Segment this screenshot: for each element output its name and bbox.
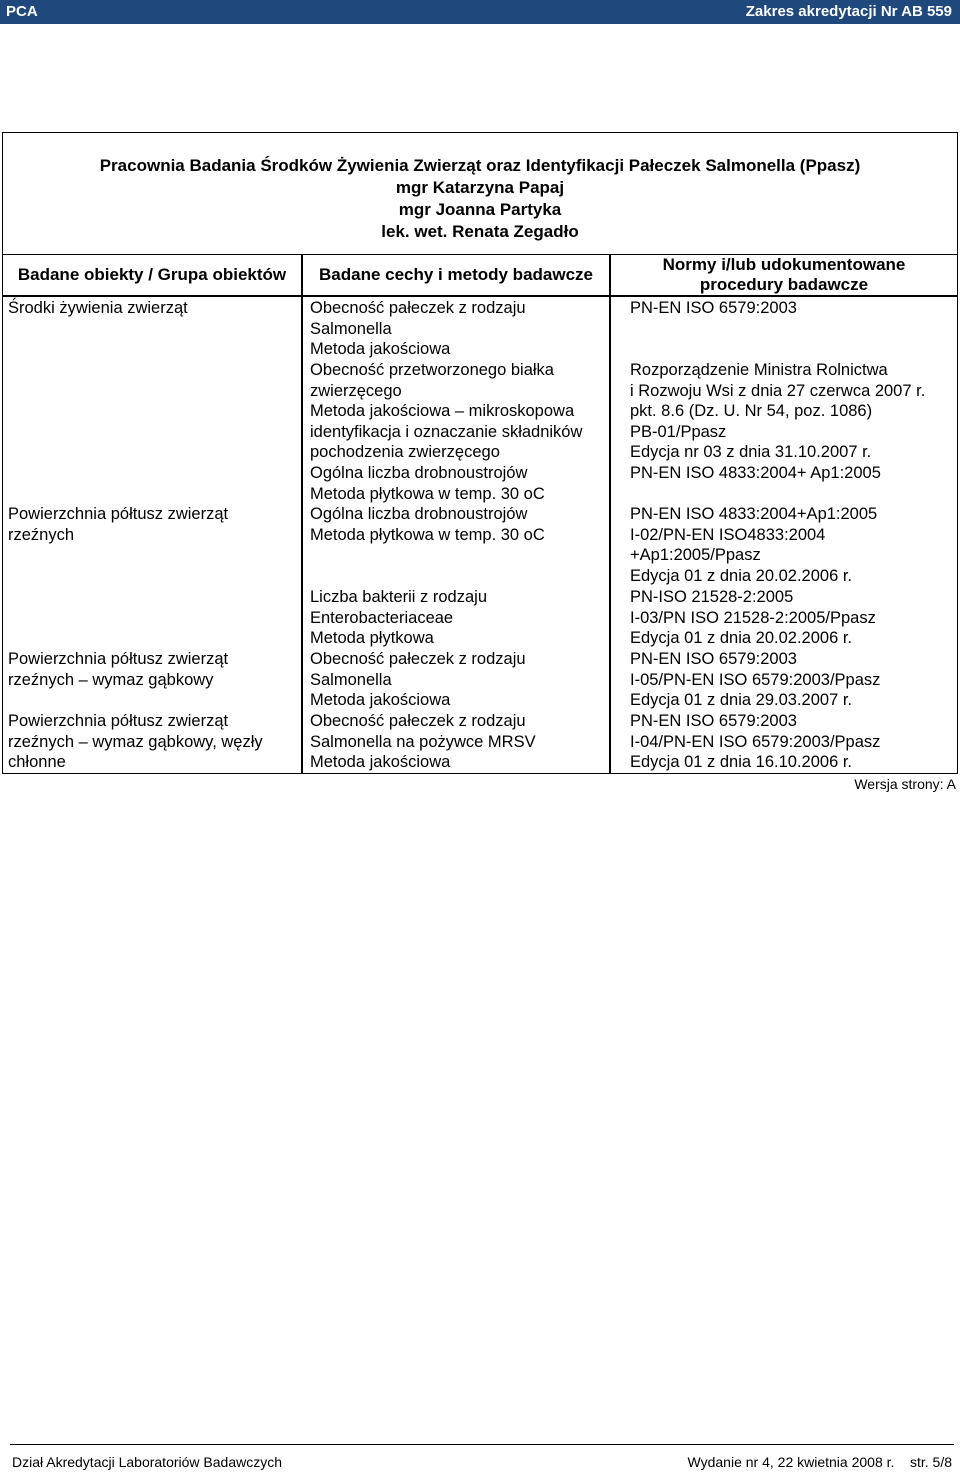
object-cell: Powierzchnia półtusz zwierząt rzeźnych bbox=[8, 505, 229, 544]
column-header-objects: Badane obiekty / Grupa obiektów bbox=[2, 254, 302, 296]
page-version: Wersja strony: A bbox=[854, 776, 956, 792]
feature-cell: Obecność pałeczek z rodzaju Salmonella Metoda jakościowa bbox=[310, 299, 526, 358]
feature-cell: Obecność pałeczek z rodzaju Salmonella Metoda jakościowa bbox=[310, 650, 526, 709]
feature-cell: Ogólna liczba drobnoustrojów Metoda płytkowa w temp. 30 oC bbox=[310, 505, 545, 544]
object-cell: Powierzchnia półtusz zwierząt rzeźnych – wymaz gąbkowy, węzły chłonne bbox=[8, 712, 263, 771]
norm-cell: PN-EN ISO 6579:2003 I-05/PN-EN ISO 6579:2003/Ppasz Edycja 01 z dnia 29.03.2007 r. bbox=[630, 650, 881, 709]
column-header-features: Badane cechy i metody badawcze bbox=[302, 254, 610, 296]
feature-cell: Obecność przetworzonego białka zwierzęcego Metoda jakościowa – mikroskopowa identyfikacja i oznaczanie składników pochodzenia zwierzęcego bbox=[310, 361, 583, 461]
title-line: mgr Katarzyna Papaj bbox=[395, 178, 565, 197]
header-org: PCA bbox=[6, 3, 38, 20]
column-header-norms: Normy i/lub udokumentowane procedury badawcze bbox=[610, 254, 958, 296]
header-bar bbox=[0, 0, 960, 24]
footer-divider bbox=[10, 1444, 954, 1445]
norm-cell: Rozporządzenie Ministra Rolnictwa i Rozwoju Wsi z dnia 27 czerwca 2007 r. pkt. 8.6 (Dz. U. Nr 54, poz. 1086) PB-01/Ppasz Edycja nr 03 z dnia 31.10.2007 r. bbox=[630, 361, 926, 461]
header-doc-title: Zakres akredytacji Nr AB 559 bbox=[745, 3, 952, 20]
feature-cell: Ogólna liczba drobnoustrojów Metoda płytkowa w temp. 30 oC bbox=[310, 464, 545, 503]
norm-cell: PN-EN ISO 4833:2004+ Ap1:2005 bbox=[630, 464, 881, 482]
feature-cell: Liczba bakterii z rodzaju Enterobacteriaceae Metoda płytkowa bbox=[310, 588, 488, 647]
norm-cell: PN-EN ISO 4833:2004+Ap1:2005 I-02/PN-EN ISO4833:2004 +Ap1:2005/Ppasz Edycja 01 z dnia 20.02.2006 r. bbox=[630, 505, 878, 585]
norm-cell: PN-EN ISO 6579:2003 bbox=[630, 299, 797, 317]
section-title bbox=[0, 155, 960, 243]
footer-department: Dział Akredytacji Laboratoriów Badawczych bbox=[12, 1454, 283, 1470]
norm-cell: PN-ISO 21528-2:2005 I-03/PN ISO 21528-2:2005/Ppasz Edycja 01 z dnia 20.02.2006 r. bbox=[630, 588, 876, 647]
feature-cell: Obecność pałeczek z rodzaju Salmonella na pożywce MRSV Metoda jakościowa bbox=[310, 712, 536, 771]
footer-edition: Wydanie nr 4, 22 kwietnia 2008 r. bbox=[687, 1454, 895, 1470]
object-cell: Powierzchnia półtusz zwierząt rzeźnych – wymaz gąbkowy bbox=[8, 650, 229, 689]
norm-cell: PN-EN ISO 6579:2003 I-04/PN-EN ISO 6579:2003/Ppasz Edycja 01 z dnia 16.10.2006 r. bbox=[630, 712, 881, 771]
footer-page-number: str. 5/8 bbox=[909, 1454, 952, 1470]
title-line: lek. wet. Renata Zegadło bbox=[381, 222, 579, 241]
object-cell: Środki żywienia zwierząt bbox=[8, 299, 188, 317]
title-line: mgr Joanna Partyka bbox=[398, 200, 562, 219]
title-line: Pracownia Badania Środków Żywienia Zwierząt oraz Identyfikacji Pałeczek Salmonella (Ppasz) bbox=[99, 156, 861, 175]
footer-edition-page bbox=[688, 1454, 952, 1470]
